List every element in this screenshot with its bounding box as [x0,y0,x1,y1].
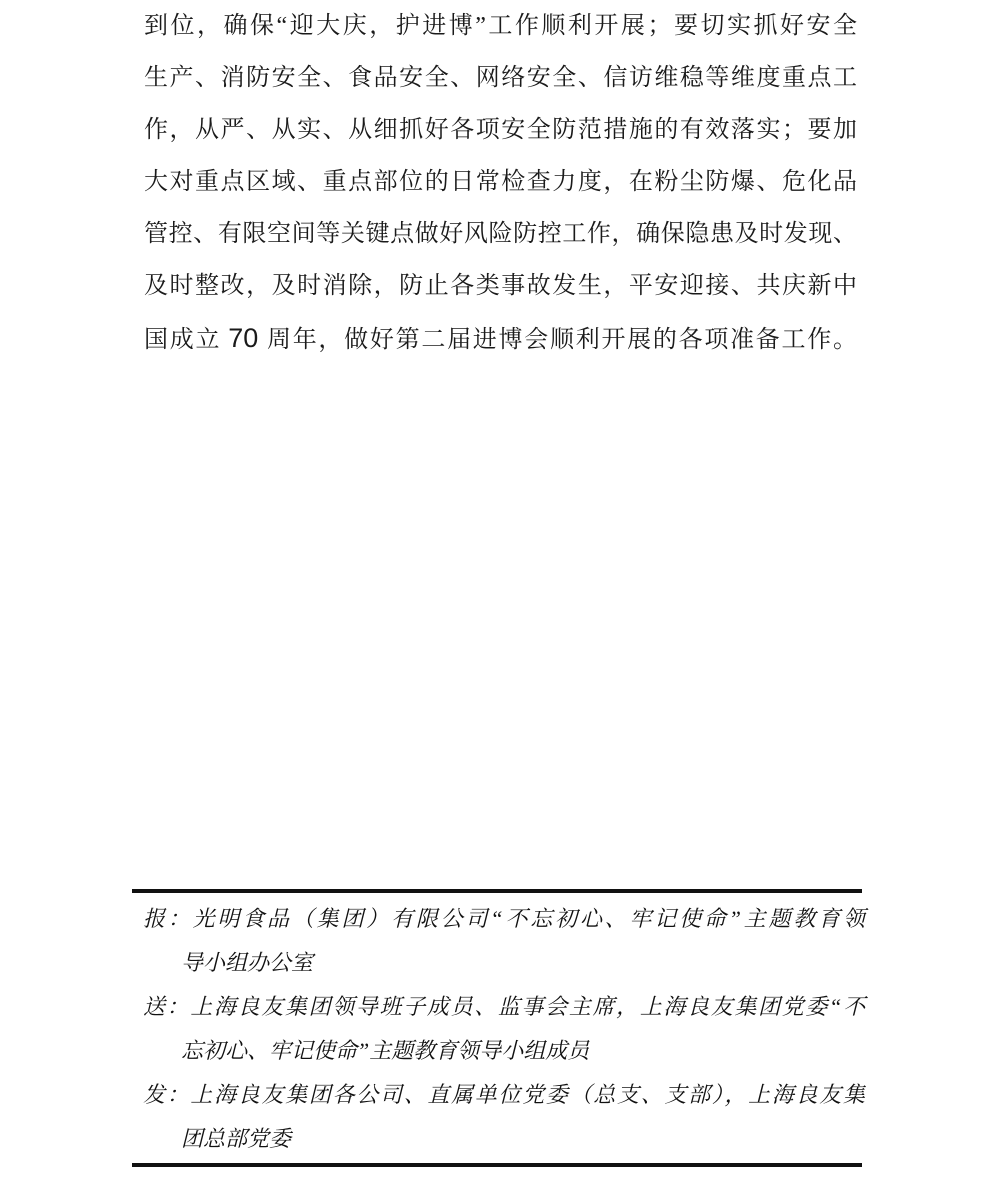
body-line: 大对重点区域、重点部位的日常检查力度，在粉尘防爆、危化品 [144,169,857,195]
distribution-text: 光明食品（集团）有限公司“不忘初心、牢记使命”主题教育领 [192,906,865,931]
body-line: 作，从严、从实、从细抓好各项安全防范措施的有效落实；要加 [144,117,857,143]
distribution-line [143,1073,865,1117]
distribution-entry-fa [143,1073,865,1161]
distribution-label-song: 送： [143,994,191,1019]
distribution-text: 上海良友集团领导班子成员、监事会主席，上海良友集团党委“不 [190,994,865,1019]
distribution-label-bao: 报： [143,906,193,931]
body-line: 生产、消防安全、食品安全、网络安全、信访维稳等维度重点工 [144,65,857,91]
distribution-text: 上海良友集团各公司、直属单位党委（总支、支部），上海良友集 [190,1082,865,1107]
distribution-bottom-rule [132,1163,862,1167]
last-line-suffix: 周年，做好第二届进博会顺利开展的各项准备工作。 [265,327,857,353]
distribution-line-continuation: 导小组办公室 [181,950,314,975]
distribution-entry-song [143,985,865,1073]
last-line-prefix: 国成立 [144,327,222,353]
body-line: 到位，确保“迎大庆，护进博”工作顺利开展；要切实抓好安全 [144,13,857,39]
distribution-line-continuation: 团总部党委 [181,1126,292,1151]
body-line: 及时整改，及时消除，防止各类事故发生，平安迎接、共庆新中 [144,273,857,299]
distribution-list [143,897,865,1161]
body-paragraph [144,0,857,364]
distribution-line-continuation: 忘初心、牢记使命”主题教育领导小组成员 [181,1038,590,1063]
distribution-top-rule [132,889,862,893]
anniversary-year-number: 70 [228,323,259,353]
body-line-last [144,312,857,364]
body-line: 管控、有限空间等关键点做好风险防控工作，确保隐患及时发现、 [144,221,857,247]
distribution-line [143,897,865,941]
distribution-entry-bao [143,897,865,985]
distribution-label-fa: 发： [143,1082,191,1107]
distribution-line [143,985,865,1029]
